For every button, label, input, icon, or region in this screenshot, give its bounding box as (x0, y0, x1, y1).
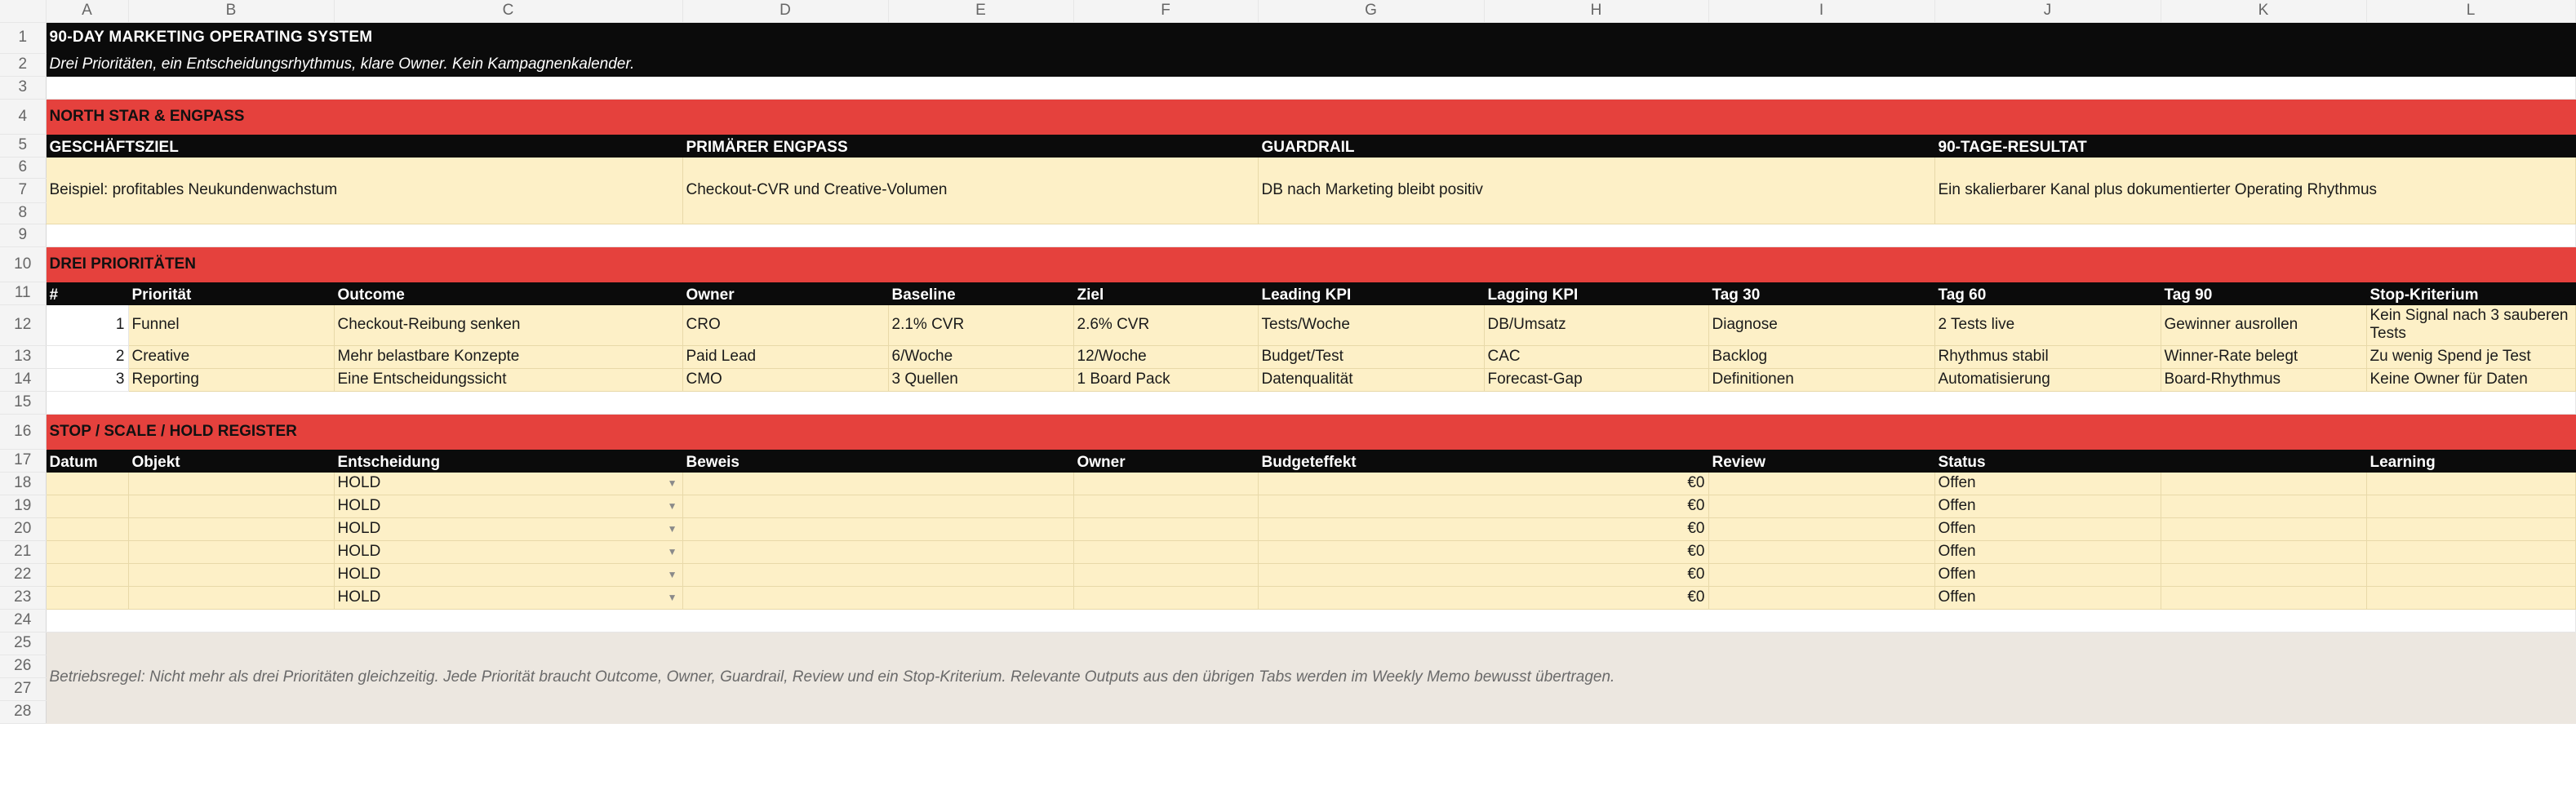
row-header-1[interactable]: 1 (0, 22, 46, 53)
row-12 (0, 304, 2575, 345)
section-priorities[interactable]: DREI PRIORITÄTEN (46, 246, 2575, 282)
row-18 (0, 472, 2575, 495)
column-header-a[interactable]: A (46, 0, 128, 22)
row-1 (0, 22, 2575, 53)
row-header-25[interactable]: 25 (0, 632, 46, 655)
priority-baseline[interactable]: 2.1% CVR (888, 304, 1073, 345)
register-learning[interactable] (2366, 540, 2575, 563)
dropdown-arrow-icon[interactable]: ▼ (667, 523, 677, 535)
row-25 (0, 632, 2575, 655)
row-10 (0, 246, 2575, 282)
header-leading-kpi[interactable]: Leading KPI (1258, 282, 1484, 304)
header-outcome[interactable]: Outcome (334, 282, 682, 304)
empty-cell[interactable] (46, 224, 2575, 246)
row-header-11[interactable]: 11 (0, 282, 46, 304)
priority-number[interactable]: 3 (46, 368, 128, 391)
register-entscheidung-dropdown[interactable] (334, 517, 682, 540)
row-header-24[interactable]: 24 (0, 609, 46, 632)
header-prioritaet[interactable]: Priorität (128, 282, 334, 304)
register-entscheidung-dropdown[interactable] (334, 563, 682, 586)
register-objekt[interactable] (128, 586, 334, 609)
register-status-extra[interactable] (2161, 540, 2366, 563)
column-header-l[interactable]: L (2366, 0, 2575, 22)
priority-number[interactable]: 1 (46, 304, 128, 345)
row-header-6[interactable]: 6 (0, 157, 46, 178)
register-datum[interactable] (46, 495, 128, 517)
dropdown-arrow-icon[interactable]: ▼ (667, 546, 677, 557)
column-header-g[interactable]: G (1258, 0, 1484, 22)
row-header-8[interactable]: 8 (0, 202, 46, 224)
dropdown-value: HOLD (337, 520, 381, 537)
row-header-27[interactable]: 27 (0, 677, 46, 700)
register-status[interactable]: Offen (1934, 495, 2161, 517)
register-review[interactable] (1708, 563, 1934, 586)
priority-tag-60[interactable]: 2 Tests live (1934, 304, 2161, 345)
row-6 (0, 157, 2575, 178)
select-all-corner[interactable] (0, 0, 46, 22)
register-objekt[interactable] (128, 495, 334, 517)
register-objekt[interactable] (128, 472, 334, 495)
header-tag-30[interactable]: Tag 30 (1708, 282, 1934, 304)
row-header-22[interactable]: 22 (0, 563, 46, 586)
header-stop-kriterium[interactable]: Stop-Kriterium (2366, 282, 2575, 304)
register-beweis[interactable] (682, 540, 1073, 563)
register-objekt[interactable] (128, 517, 334, 540)
column-header-j[interactable]: J (1934, 0, 2161, 22)
priority-name[interactable]: Reporting (128, 368, 334, 391)
dropdown-value: HOLD (337, 566, 381, 583)
row-17 (0, 449, 2575, 472)
page-title[interactable]: 90-DAY MARKETING OPERATING SYSTEM (46, 22, 2575, 53)
row-23 (0, 586, 2575, 609)
priority-ziel[interactable]: 12/Woche (1073, 345, 1258, 368)
dropdown-value: HOLD (337, 588, 381, 606)
register-entscheidung-dropdown[interactable] (334, 586, 682, 609)
priority-name[interactable]: Funnel (128, 304, 334, 345)
row-5 (0, 134, 2575, 157)
row-11 (0, 282, 2575, 304)
register-datum[interactable] (46, 540, 128, 563)
column-header-c[interactable]: C (334, 0, 682, 22)
register-datum[interactable] (46, 563, 128, 586)
row-header-19[interactable]: 19 (0, 495, 46, 517)
register-status-extra[interactable] (2161, 586, 2366, 609)
row-13 (0, 345, 2575, 368)
row-header-3[interactable]: 3 (0, 76, 46, 99)
column-header-i[interactable]: I (1708, 0, 1934, 22)
row-4 (0, 99, 2575, 134)
row-15 (0, 391, 2575, 414)
column-header-h[interactable]: H (1484, 0, 1708, 22)
priority-tag-30[interactable]: Diagnose (1708, 304, 1934, 345)
column-header-k[interactable]: K (2161, 0, 2366, 22)
section-register[interactable]: STOP / SCALE / HOLD REGISTER (46, 414, 2575, 449)
priority-baseline[interactable]: 3 Quellen (888, 368, 1073, 391)
row-22 (0, 563, 2575, 586)
dropdown-arrow-icon[interactable]: ▼ (667, 477, 677, 489)
header-owner[interactable]: Owner (682, 282, 888, 304)
header-learning[interactable]: Learning (2366, 449, 2575, 472)
priority-ziel[interactable]: 2.6% CVR (1073, 304, 1258, 345)
row-19 (0, 495, 2575, 517)
register-learning[interactable] (2366, 517, 2575, 540)
value-geschaeftsziel[interactable]: Beispiel: profitables Neukundenwachstum (46, 157, 682, 224)
header-baseline[interactable]: Baseline (888, 282, 1073, 304)
header-entscheidung[interactable]: Entscheidung (334, 449, 682, 472)
register-beweis[interactable] (682, 563, 1073, 586)
priority-owner[interactable]: CMO (682, 368, 888, 391)
header-90-tage-resultat[interactable]: 90-TAGE-RESULTAT (1934, 134, 2575, 157)
header-guardrail[interactable]: GUARDRAIL (1258, 134, 1934, 157)
register-learning[interactable] (2366, 472, 2575, 495)
priority-lagging-kpi[interactable]: Forecast-Gap (1484, 368, 1708, 391)
header-budgeteffekt[interactable]: Budgeteffekt (1258, 449, 1708, 472)
header-datum[interactable]: Datum (46, 449, 128, 472)
row-header-12[interactable]: 12 (0, 304, 46, 345)
register-entscheidung-dropdown[interactable] (334, 495, 682, 517)
priority-tag-60[interactable]: Automatisierung (1934, 368, 2161, 391)
priority-tag-30[interactable]: Backlog (1708, 345, 1934, 368)
register-datum[interactable] (46, 472, 128, 495)
register-learning[interactable] (2366, 563, 2575, 586)
priority-tag-90[interactable]: Board-Rhythmus (2161, 368, 2366, 391)
dropdown-value: HOLD (337, 543, 381, 560)
row-header-10[interactable]: 10 (0, 246, 46, 282)
priority-outcome[interactable]: Eine Entscheidungssicht (334, 368, 682, 391)
register-learning[interactable] (2366, 495, 2575, 517)
register-review[interactable] (1708, 495, 1934, 517)
row-2 (0, 53, 2575, 76)
column-header-b[interactable]: B (128, 0, 334, 22)
row-3 (0, 76, 2575, 99)
priority-outcome[interactable]: Checkout-Reibung senken (334, 304, 682, 345)
register-status-extra[interactable] (2161, 563, 2366, 586)
register-budgeteffekt[interactable]: €0 (1258, 586, 1708, 609)
dropdown-value: HOLD (337, 497, 381, 514)
dropdown-value: HOLD (337, 474, 381, 491)
priority-tag-90[interactable]: Winner-Rate belegt (2161, 345, 2366, 368)
column-header-row (0, 0, 2575, 22)
register-datum[interactable] (46, 517, 128, 540)
header-lagging-kpi[interactable]: Lagging KPI (1484, 282, 1708, 304)
register-owner[interactable] (1073, 495, 1258, 517)
row-20 (0, 517, 2575, 540)
priority-stop-kriterium[interactable]: Kein Signal nach 3 sauberen Tests (2366, 304, 2575, 345)
empty-cell[interactable] (46, 391, 2575, 414)
priority-lagging-kpi[interactable]: DB/Umsatz (1484, 304, 1708, 345)
register-review[interactable] (1708, 540, 1934, 563)
priority-number[interactable]: 2 (46, 345, 128, 368)
row-14 (0, 368, 2575, 391)
row-header-4[interactable]: 4 (0, 99, 46, 134)
register-budgeteffekt[interactable]: €0 (1258, 517, 1708, 540)
value-90-tage-resultat[interactable]: Ein skalierbarer Kanal plus dokumentierter Operating Rhythmus (1934, 157, 2575, 224)
register-review[interactable] (1708, 586, 1934, 609)
empty-cell[interactable] (46, 609, 2575, 632)
row-header-16[interactable]: 16 (0, 414, 46, 449)
priority-tag-90[interactable]: Gewinner ausrollen (2161, 304, 2366, 345)
row-24 (0, 609, 2575, 632)
header-status[interactable]: Status (1934, 449, 2366, 472)
header-beweis[interactable]: Beweis (682, 449, 1073, 472)
value-primaerer-engpass[interactable]: Checkout-CVR und Creative-Volumen (682, 157, 1258, 224)
column-header-e[interactable]: E (888, 0, 1073, 22)
register-owner[interactable] (1073, 563, 1258, 586)
priority-tag-30[interactable]: Definitionen (1708, 368, 1934, 391)
section-north-star[interactable]: NORTH STAR & ENGPASS (46, 99, 2575, 134)
header-objekt[interactable]: Objekt (128, 449, 334, 472)
row-header-15[interactable]: 15 (0, 391, 46, 414)
register-status-extra[interactable] (2161, 517, 2366, 540)
priority-outcome[interactable]: Mehr belastbare Konzepte (334, 345, 682, 368)
row-header-9[interactable]: 9 (0, 224, 46, 246)
register-entscheidung-dropdown[interactable] (334, 472, 682, 495)
priority-lagging-kpi[interactable]: CAC (1484, 345, 1708, 368)
register-owner[interactable] (1073, 472, 1258, 495)
register-status[interactable]: Offen (1934, 472, 2161, 495)
register-budgeteffekt[interactable]: €0 (1258, 495, 1708, 517)
register-beweis[interactable] (682, 495, 1073, 517)
row-header-23[interactable]: 23 (0, 586, 46, 609)
header-tag-90[interactable]: Tag 90 (2161, 282, 2366, 304)
register-review[interactable] (1708, 472, 1934, 495)
priority-name[interactable]: Creative (128, 345, 334, 368)
register-status-extra[interactable] (2161, 472, 2366, 495)
row-header-21[interactable]: 21 (0, 540, 46, 563)
row-header-13[interactable]: 13 (0, 345, 46, 368)
header-primaerer-engpass[interactable]: PRIMÄRER ENGPASS (682, 134, 1258, 157)
register-objekt[interactable] (128, 563, 334, 586)
register-beweis[interactable] (682, 517, 1073, 540)
register-review[interactable] (1708, 517, 1934, 540)
row-header-20[interactable]: 20 (0, 517, 46, 540)
register-owner[interactable] (1073, 540, 1258, 563)
register-learning[interactable] (2366, 586, 2575, 609)
row-header-18[interactable]: 18 (0, 472, 46, 495)
row-header-5[interactable]: 5 (0, 134, 46, 157)
register-owner[interactable] (1073, 586, 1258, 609)
priority-tag-60[interactable]: Rhythmus stabil (1934, 345, 2161, 368)
row-header-26[interactable]: 26 (0, 655, 46, 677)
row-header-7[interactable]: 7 (0, 178, 46, 202)
register-status[interactable]: Offen (1934, 586, 2161, 609)
value-guardrail[interactable]: DB nach Marketing bleibt positiv (1258, 157, 1934, 224)
priority-stop-kriterium[interactable]: Keine Owner für Daten (2366, 368, 2575, 391)
priority-baseline[interactable]: 6/Woche (888, 345, 1073, 368)
row-16 (0, 414, 2575, 449)
register-owner[interactable] (1073, 517, 1258, 540)
register-beweis[interactable] (682, 472, 1073, 495)
dropdown-arrow-icon[interactable]: ▼ (667, 569, 677, 580)
header-number[interactable]: # (46, 282, 128, 304)
row-header-17[interactable]: 17 (0, 449, 46, 472)
page-subtitle[interactable]: Drei Prioritäten, ein Entscheidungsrhythmus, klare Owner. Kein Kampagnenkalender. (46, 53, 2575, 76)
header-review[interactable]: Review (1708, 449, 1934, 472)
row-header-14[interactable]: 14 (0, 368, 46, 391)
header-geschaeftsziel[interactable]: GESCHÄFTSZIEL (46, 134, 682, 157)
dropdown-arrow-icon[interactable]: ▼ (667, 500, 677, 512)
register-status[interactable]: Offen (1934, 563, 2161, 586)
register-status[interactable]: Offen (1934, 517, 2161, 540)
register-status-extra[interactable] (2161, 495, 2366, 517)
register-budgeteffekt[interactable]: €0 (1258, 472, 1708, 495)
priority-ziel[interactable]: 1 Board Pack (1073, 368, 1258, 391)
register-beweis[interactable] (682, 586, 1073, 609)
column-header-d[interactable]: D (682, 0, 888, 22)
dropdown-arrow-icon[interactable]: ▼ (667, 592, 677, 603)
priority-owner[interactable]: CRO (682, 304, 888, 345)
empty-cell[interactable] (46, 76, 2575, 99)
priority-leading-kpi[interactable]: Datenqualität (1258, 368, 1484, 391)
register-budgeteffekt[interactable]: €0 (1258, 563, 1708, 586)
priority-leading-kpi[interactable]: Tests/Woche (1258, 304, 1484, 345)
header-ziel[interactable]: Ziel (1073, 282, 1258, 304)
register-datum[interactable] (46, 586, 128, 609)
register-status[interactable]: Offen (1934, 540, 2161, 563)
header-register-owner[interactable]: Owner (1073, 449, 1258, 472)
register-objekt[interactable] (128, 540, 334, 563)
row-9 (0, 224, 2575, 246)
register-budgeteffekt[interactable]: €0 (1258, 540, 1708, 563)
priority-leading-kpi[interactable]: Budget/Test (1258, 345, 1484, 368)
row-header-2[interactable]: 2 (0, 53, 46, 76)
priority-owner[interactable]: Paid Lead (682, 345, 888, 368)
row-21 (0, 540, 2575, 563)
priority-stop-kriterium[interactable]: Zu wenig Spend je Test (2366, 345, 2575, 368)
register-entscheidung-dropdown[interactable] (334, 540, 682, 563)
operating-rule-note[interactable]: Betriebsregel: Nicht mehr als drei Prioritäten gleichzeitig. Jede Priorität braucht Outcome, Owner, Guardrail, Review und ein Stop-Kriterium. Relevante Outputs aus den übrigen Tabs werden im Weekly Memo bewusst übertragen. (46, 632, 2575, 723)
row-header-28[interactable]: 28 (0, 700, 46, 723)
column-header-f[interactable]: F (1073, 0, 1258, 22)
header-tag-60[interactable]: Tag 60 (1934, 282, 2161, 304)
